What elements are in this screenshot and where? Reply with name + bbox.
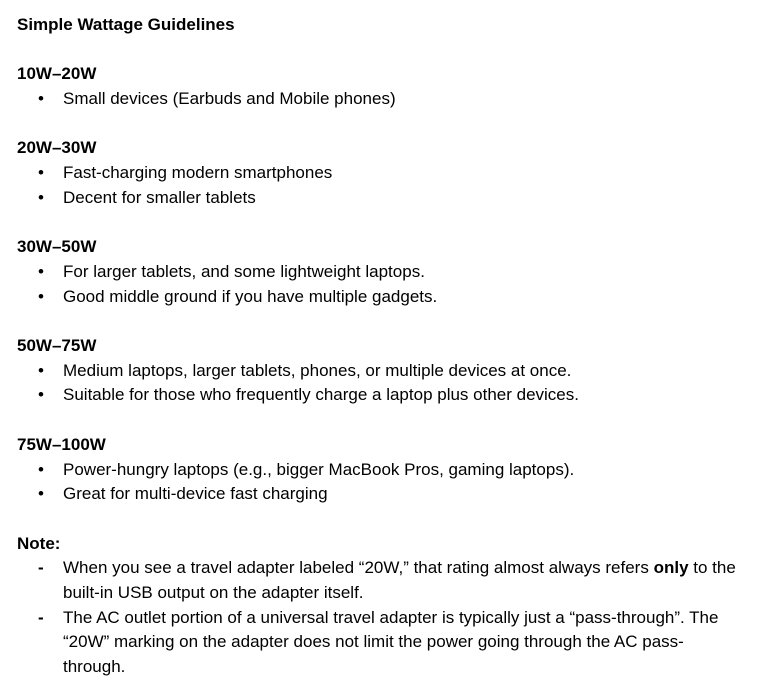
note-item-text bbox=[63, 556, 746, 605]
dash-icon: - bbox=[38, 558, 44, 578]
wattage-section-75-100 bbox=[17, 433, 749, 507]
list-item bbox=[17, 260, 749, 285]
list-item-text: Small devices (Earbuds and Mobile phones) bbox=[63, 89, 396, 109]
section-heading: 30W–50W bbox=[17, 237, 97, 257]
bullet-icon: • bbox=[38, 163, 44, 183]
note-item-text: The AC outlet portion of a universal travel adapter is typically just a “pass-through”. The “20W” marking on the adapter does not limit the power going through the AC pass-through. bbox=[63, 607, 719, 677]
list-item-text: For larger tablets, and some lightweight laptops. bbox=[63, 261, 425, 281]
list-item bbox=[17, 359, 749, 384]
note-text-post: to the built-in USB output on the adapter itself. bbox=[63, 558, 736, 603]
note-text-bold: only bbox=[653, 558, 689, 578]
note-item bbox=[17, 556, 749, 605]
bullet-icon: • bbox=[38, 484, 44, 504]
list-item bbox=[17, 285, 749, 310]
bullet-icon: • bbox=[38, 385, 44, 405]
wattage-section-30-50 bbox=[17, 235, 749, 309]
wattage-section-50-75 bbox=[17, 334, 749, 408]
list-item bbox=[17, 383, 749, 408]
bullet-icon: • bbox=[38, 286, 44, 306]
list-item-text: Fast-charging modern smartphones bbox=[63, 163, 333, 183]
note-section bbox=[17, 532, 749, 680]
bullet-icon: • bbox=[38, 187, 44, 207]
list-item bbox=[17, 186, 749, 211]
section-heading: 50W–75W bbox=[17, 336, 97, 356]
list-item-text: Power-hungry laptops (e.g., bigger MacBook Pros, gaming laptops). bbox=[63, 459, 575, 479]
list-item-text: Good middle ground if you have multiple gadgets. bbox=[63, 286, 438, 306]
bullet-icon: • bbox=[38, 261, 44, 281]
section-heading: 75W–100W bbox=[17, 434, 106, 454]
section-heading: 20W–30W bbox=[17, 138, 97, 158]
list-item bbox=[17, 161, 749, 186]
bullet-icon: • bbox=[38, 360, 44, 380]
list-item-text: Great for multi-device fast charging bbox=[63, 484, 328, 504]
note-item bbox=[17, 606, 749, 680]
wattage-section-10-20 bbox=[17, 62, 749, 111]
list-item-text: Decent for smaller tablets bbox=[63, 187, 256, 207]
list-item bbox=[17, 458, 749, 483]
bullet-icon: • bbox=[38, 459, 44, 479]
page-title: Simple Wattage Guidelines bbox=[17, 15, 235, 34]
list-item bbox=[17, 87, 749, 112]
note-text-pre: When you see a travel adapter labeled “20W,” that rating almost always refers bbox=[63, 558, 649, 578]
list-item bbox=[17, 482, 749, 507]
bullet-icon: • bbox=[38, 89, 44, 109]
section-heading: 10W–20W bbox=[17, 64, 97, 84]
list-item-text: Suitable for those who frequently charge a laptop plus other devices. bbox=[63, 385, 579, 405]
note-heading: Note: bbox=[17, 533, 61, 553]
wattage-section-20-30 bbox=[17, 136, 749, 210]
list-item-text: Medium laptops, larger tablets, phones, or multiple devices at once. bbox=[63, 360, 572, 380]
dash-icon: - bbox=[38, 607, 44, 627]
